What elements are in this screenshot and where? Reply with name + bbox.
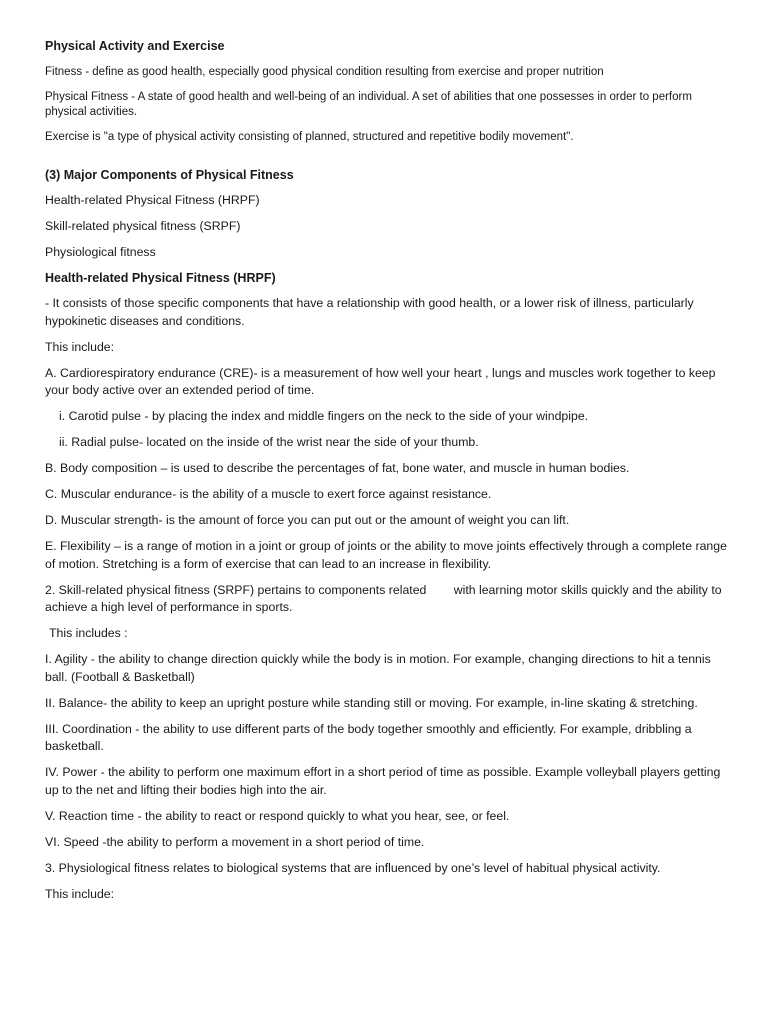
exercise-definition: Exercise is "a type of physical activity consisting of planned, structured and repetitive bodily movement". <box>45 131 574 143</box>
fitness-definition: Fitness - define as good health, especially good physical condition resulting from exercise and proper nutrition <box>45 66 604 78</box>
hrpf-muscular-strength: D. Muscular strength- is the amount of force you can put out or the amount of weight you can lift. <box>45 513 570 527</box>
document-page <box>45 38 735 912</box>
hrpf-carotid-pulse: i. Carotid pulse - by placing the index and middle fingers on the neck to the side of your windpipe. <box>59 409 589 423</box>
srpf-includes-label: This includes : <box>49 626 128 640</box>
physiological-include-label: This include: <box>45 886 115 901</box>
srpf-intro: 2. Skill-related physical fitness (SRPF) pertains to components related with learning motor skills quickly and the ability to achieve a high level of performance in sports. <box>45 582 726 614</box>
hrpf-intro: - It consists of those specific components that have a relationship with good health, or a lower risk of illness, particularly hypokinetic diseases and conditions. <box>45 296 694 328</box>
srpf-agility: I. Agility - the ability to change direction quickly while the body is in motion. For example, changing directions to hit a tennis ball. (Football & Basketball) <box>45 652 711 684</box>
physiological-intro: 3. Physiological fitness relates to biological systems that are influenced by one’s level of habitual physical activity. <box>45 860 661 875</box>
components-heading: (3) Major Components of Physical Fitness <box>45 168 294 182</box>
hrpf-flexibility: E. Flexibility – is a range of motion in a joint or group of joints or the ability to move joints effectively through a complete range of motion. Stretching is a form of exercise that can lead to an increase in flexibility. <box>45 539 727 571</box>
document-title: Physical Activity and Exercise <box>45 39 225 53</box>
srpf-speed: VI. Speed -the ability to perform a movement in a short period of time. <box>45 834 425 849</box>
srpf-power: IV. Power - the ability to perform one maximum effort in a short period of time as possible. Example volleyball players getting up to the net and lifting their bodies high into the air. <box>45 765 721 797</box>
srpf-balance: II. Balance- the ability to keep an upright posture while standing still or moving. For example, in-line skating & stretching. <box>45 695 698 710</box>
hrpf-heading: Health-related Physical Fitness (HRPF) <box>45 271 276 285</box>
hrpf-cre: A. Cardiorespiratory endurance (CRE)- is a measurement of how well your heart , lungs and muscles work together to keep your body active over an extended period of time. <box>45 365 716 397</box>
physical-fitness-definition: Physical Fitness - A state of good health and well-being of an individual. A set of abilities that one possesses in order to perform physical activities. <box>45 91 692 118</box>
component-item-hrpf: Health-related Physical Fitness (HRPF) <box>45 193 260 207</box>
hrpf-body-composition: B. Body composition – is used to describe the percentages of fat, bone water, and muscle in human bodies. <box>45 461 630 475</box>
hrpf-include-label: This include: <box>45 339 115 354</box>
srpf-coordination: III. Coordination - the ability to use different parts of the body together smoothly and efficiently. For example, dribbling a basketball. <box>45 721 692 753</box>
hrpf-radial-pulse: ii. Radial pulse- located on the inside of the wrist near the side of your thumb. <box>59 435 479 449</box>
hrpf-muscular-endurance: C. Muscular endurance- is the ability of a muscle to exert force against resistance. <box>45 487 492 501</box>
component-item-physiological: Physiological fitness <box>45 245 156 259</box>
srpf-reaction-time: V. Reaction time - the ability to react or respond quickly to what you hear, see, or feel. <box>45 808 510 823</box>
component-item-srpf: Skill-related physical fitness (SRPF) <box>45 219 241 233</box>
